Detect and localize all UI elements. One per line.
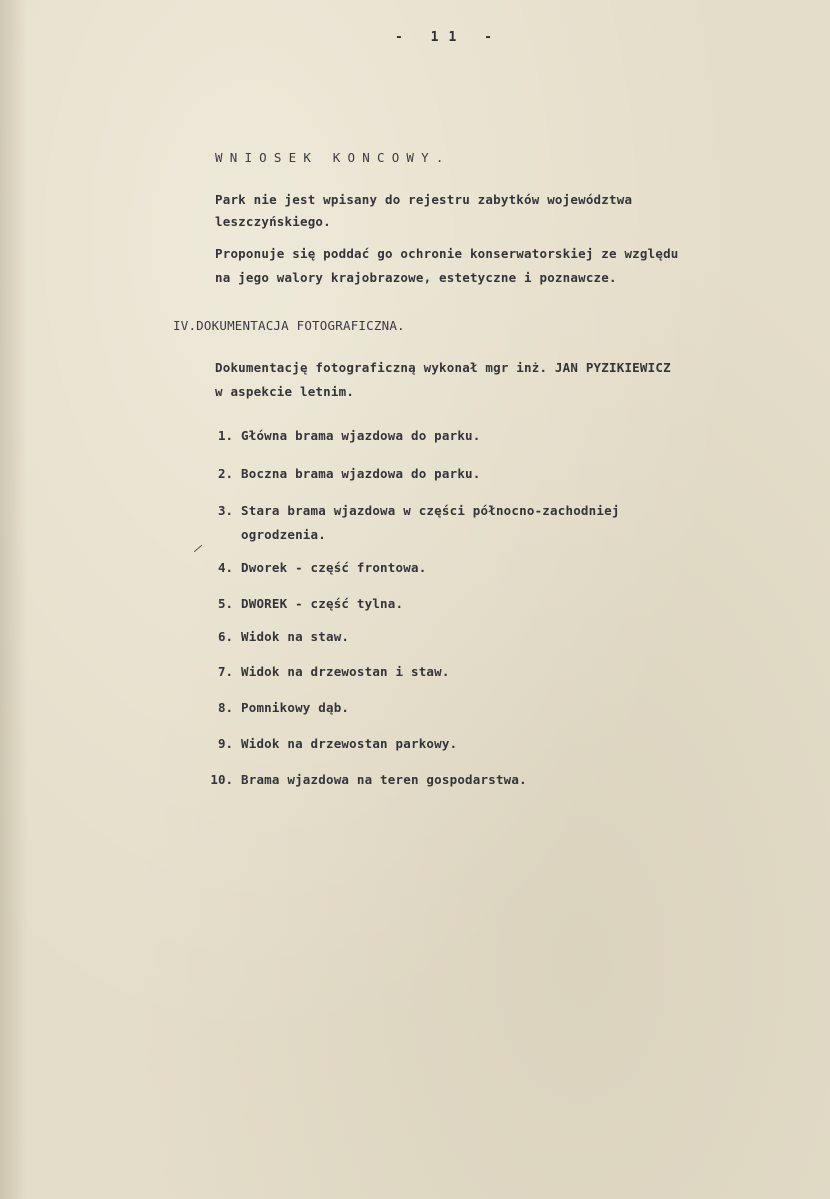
conclusion-line-2: leszczyńskiego. <box>215 214 331 229</box>
photo-intro-line-1: Dokumentację fotograficzną wykonał mgr inż. JAN PYZIKIEWICZ <box>215 360 671 375</box>
list-item-continuation: ogrodzenia. <box>241 527 326 542</box>
photo-intro-line-2: w aspekcie letnim. <box>215 384 355 399</box>
list-item: Główna brama wjazdowa do parku. <box>241 428 481 443</box>
list-item-number: 4. <box>217 560 233 575</box>
conclusion-line-3: Proponuje się poddać go ochronie konserwatorskiej ze względu <box>215 246 679 261</box>
scan-edge-shadow <box>0 0 28 1199</box>
list-item: Stara brama wjazdowa w części północno-zachodniej <box>241 503 620 518</box>
list-item-number: 9. <box>217 736 233 751</box>
list-item: Boczna brama wjazdowa do parku. <box>241 466 481 481</box>
list-item-number: 2. <box>217 466 233 481</box>
list-item-number: 7. <box>217 664 233 679</box>
list-item: Brama wjazdowa na teren gospodarstwa. <box>241 772 527 787</box>
conclusion-line-4: na jego walory krajobrazowe, estetyczne i poznawcze. <box>215 270 617 285</box>
conclusion-line-1: Park nie jest wpisany do rejestru zabytków województwa <box>215 192 633 207</box>
list-item-number: 5. <box>217 596 233 611</box>
section-title: IV.DOKUMENTACJA FOTOGRAFICZNA. <box>173 318 405 333</box>
pencil-mark <box>194 545 202 552</box>
list-item-number: 3. <box>217 503 233 518</box>
list-item: Pomnikowy dąb. <box>241 700 350 715</box>
list-item: Widok na drzewostan i staw. <box>241 664 450 679</box>
list-item-number: 6. <box>217 629 233 644</box>
conclusion-heading: WNIOSEK KONCOWY. <box>215 150 451 165</box>
list-item: DWOREK - część tylna. <box>241 596 404 611</box>
list-item-number: 8. <box>217 700 233 715</box>
list-item-number: 10. <box>210 772 233 787</box>
list-item-number: 1. <box>217 428 233 443</box>
page-number: - 11 - <box>395 30 502 45</box>
list-item: Dworek - część frontowa. <box>241 560 427 575</box>
list-item: Widok na staw. <box>241 629 350 644</box>
list-item: Widok na drzewostan parkowy. <box>241 736 458 751</box>
